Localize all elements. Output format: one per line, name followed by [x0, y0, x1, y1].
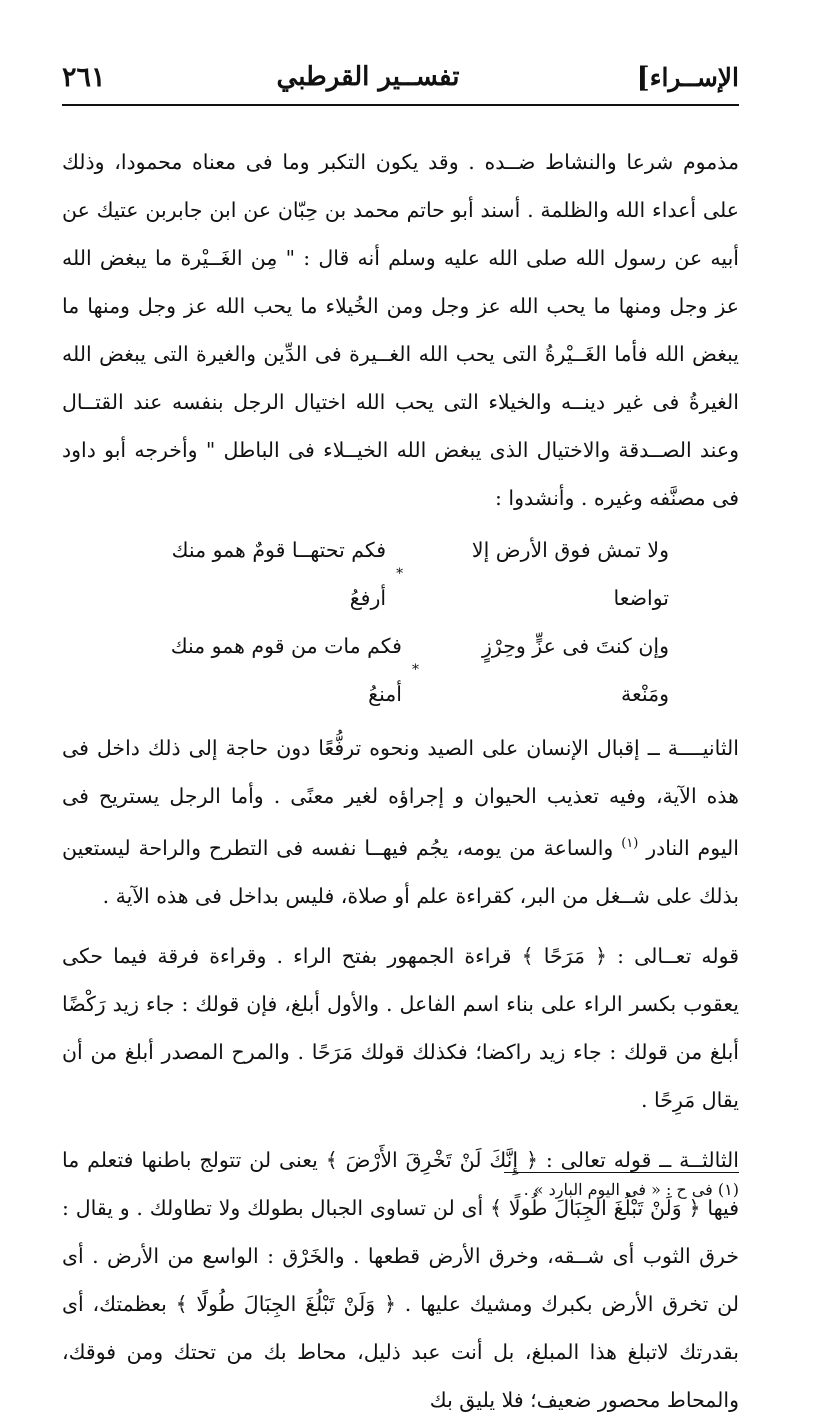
- paragraph-2-part-a: الثانيــــة ــ إقبال الإنسان على الصيد ونحوه ترفُّعًا دون حاجة إلى ذلك داخل فى هذه الآية، وفيه تعذيب الحيوان و إجراؤه لغير معنًى . وأما الرجل يستريح فى اليوم النادر: [62, 736, 739, 860]
- header-surah-name: الإســراء: [649, 62, 739, 92]
- paragraph-2-part-b: والساعة من يومه، يجُم فيهــا نفسه فى التطرح والراحة ليستعين بذلك على شــغل من البر، كقراءة علم أو صلاة، فليس بداخل فى هذه الآية .: [62, 835, 739, 908]
- verse-2-first-hemistich: وإن كنتَ فى عزٍّ وحِرْزٍ ومَنْعة: [481, 634, 669, 706]
- verse-1-second-hemistich: فكم تحتهــا قومٌ همو منك أرفعُ: [171, 538, 387, 610]
- footnote-divider: [504, 1172, 739, 1173]
- page-header: [62, 52, 739, 102]
- paragraph-2: [62, 724, 739, 920]
- header-divider: [62, 104, 739, 106]
- verse-separator-icon: *: [396, 566, 404, 582]
- paragraph-1: مذموم شرعا والنشاط ضــده . وقد يكون التكبر وما فى معناه محمودا، وذلك على أعداء الله والظلمة . أسند أبو حاتم محمد بن حِبّان عن ابن جابربن عتيك عن أبيه عن رسول الله صلى الله عليه وسلم أنه قال : " مِن الغَــيْرة ما يبغض الله عز وجل ومنها ما يحب الله عز وجل ومن الخُيلاء ما يحب الله عز وجل ومنها ما يبغض الله فأما الغَــيْرةُ التى يحب الله الغــيرة فى الدِّين والغيرة التى يبغض الله الغيرةُ فى غير دينــه والخيلاء التى يحب الله اختيال الرجل بنفسه عند القتــال وعند الصــدقة والاختيال الذى يبغض الله الخيــلاء فى الباطل " وأخرجه أبو داود فى مصنَّفه وغيره . وأنشدوا :: [62, 150, 739, 510]
- footnote: (١) فى ح : « فى اليوم البارد » .: [523, 1180, 739, 1199]
- verse-line-2: [132, 622, 669, 718]
- footnote-marker: (١): [621, 836, 639, 851]
- verse-separator-icon: *: [411, 662, 419, 678]
- poetry-verses: [132, 526, 669, 718]
- page-body: [62, 138, 739, 1424]
- verse-1-first-hemistich: ولا تمش فوق الأرض إلا تواضعا: [471, 538, 669, 610]
- paragraph-3: قوله تعــالى : ﴿ مَرَحًا ﴾ قراءة الجمهور بفتح الراء . وقراءة فرقة فيما حكى يعقوب بكسر الراء على بناء اسم الفاعل . والأول أبلغ، فإن قولك : جاء زيد رَكْضًا أبلغ من قولك : جاء زيد راكضا؛ فكذلك قولك مَرَحًا . والمرح المصدر أبلغ من أن يقال مَرِحًا .: [62, 943, 739, 1112]
- paragraph-4: الثالثــة ــ قوله تعالى : ﴿ إِنَّكَ لَنْ تَخْرِقَ الأَرْضَ ﴾ يعنى لن تتولج باطنها فتعلم ما فيها ﴿ وَلَنْ تَبْلُغَ الجِبَالَ طُولًا ﴾ أى لن تساوى الجبال بطولك ولا تطاولك . و يقال : خرق الثوب أى شــقه، وخرق الأرض قطعها . والخَرْق : الواسع من الأرض . أى لن تخرق الأرض بكبرك ومشيك عليها . ﴿ وَلَنْ تَبْلُغَ الجِبَالَ طُولًا ﴾ بعظمتك، أى بقدرتك لاتبلغ هذا المبلغ، بل أنت عبد ذليل، محاط بك من تحتك ومن فوقك، والمحاط محصور ضعيف؛ فلا يليق بك: [62, 1147, 739, 1412]
- page-number: ٢٦١: [62, 61, 106, 93]
- header-book-title: تفســير القرطبي: [276, 62, 460, 92]
- header-bracket: ]: [636, 60, 650, 94]
- verse-2-second-hemistich: فكم مات من قوم همو منك أمنعُ: [170, 634, 402, 706]
- verse-line-1: [132, 526, 669, 622]
- header-surah-block: [630, 61, 739, 94]
